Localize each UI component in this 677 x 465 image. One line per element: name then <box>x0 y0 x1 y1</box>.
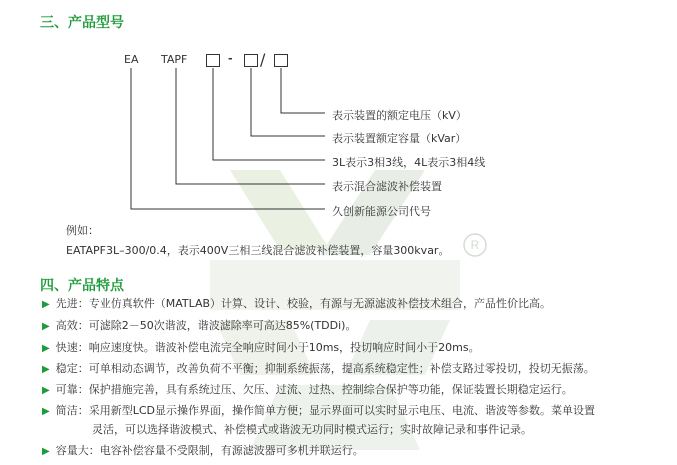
list-item <box>42 359 595 379</box>
triangle-right-icon: ▶ <box>42 406 50 417</box>
feature-text: 可靠：保护措施完善，具有系统过压、欠压、过流、过热、控制综合保护等功能，保证装置长期稳定运行。 <box>55 383 573 396</box>
feature-text: 稳定：可单相动态调节，改善负荷不平衡；抑制系统振荡，提高系统稳定性；补偿支路过零投切，投切无振荡。 <box>55 362 595 375</box>
triangle-right-icon: ▶ <box>42 364 50 375</box>
list-item <box>42 401 595 421</box>
triangle-right-icon: ▶ <box>42 299 50 310</box>
feature-text: 快速：响应速度快。谐波补偿电流完全响应时间小于10ms，投切响应时间小于20ms。 <box>55 341 480 354</box>
legend-voltage: 表示装置的额定电压（kV） <box>332 109 467 122</box>
svg-text:R: R <box>470 238 480 252</box>
example-text: EATAPF3L–300/0.4，表示400V三相三线混合滤波补偿装置，容量300kvar。 <box>66 244 450 257</box>
list-item <box>42 316 356 336</box>
section-title-features: 四、产品特点 <box>40 278 124 294</box>
legend-type: 表示混合滤波补偿装置 <box>332 180 442 193</box>
model-prefix-tapf: TAPF <box>161 53 188 66</box>
feature-text: 简洁：采用新型LCD显示操作界面，操作简单方便；显示界面可以实时显示电压、电流、谐波等参数。菜单设置 <box>55 404 595 417</box>
triangle-right-icon: ▶ <box>42 343 50 354</box>
list-item <box>42 380 573 400</box>
model-dash: - <box>228 52 233 65</box>
triangle-right-icon: ▶ <box>42 446 50 457</box>
legend-phase: 3L表示3相3线，4L表示3相4线 <box>332 156 486 169</box>
feature-text: 高效：可滤除2－50次谐波，谐波滤除率可高达85%(TDDi)。 <box>55 319 357 332</box>
feature-text: 先进：专业仿真软件（MATLAB）计算、设计、校验，有源与无源滤波补偿技术组合，产品性价比高。 <box>55 297 552 310</box>
feature-text-continued: 灵活，可以选择谐波模式、补偿模式或谐波无功同时模式运行；实时故障记录和事件记录。 <box>92 423 532 436</box>
model-prefix-ea: EA <box>124 53 139 66</box>
model-slash: / <box>260 50 266 69</box>
list-item <box>42 338 480 358</box>
feature-text: 容量大：电容补偿容量不受限制，有源滤波器可多机并联运行。 <box>55 444 364 457</box>
triangle-right-icon: ▶ <box>42 321 50 332</box>
list-item <box>42 441 364 461</box>
section-title-model: 三、产品型号 <box>40 15 124 31</box>
triangle-right-icon: ▶ <box>42 385 50 396</box>
legend-company: 久创新能源公司代号 <box>332 205 431 218</box>
example-label: 例如： <box>66 224 99 237</box>
list-item <box>42 294 551 314</box>
legend-capacity: 表示装置额定容量（kVar） <box>332 132 467 145</box>
